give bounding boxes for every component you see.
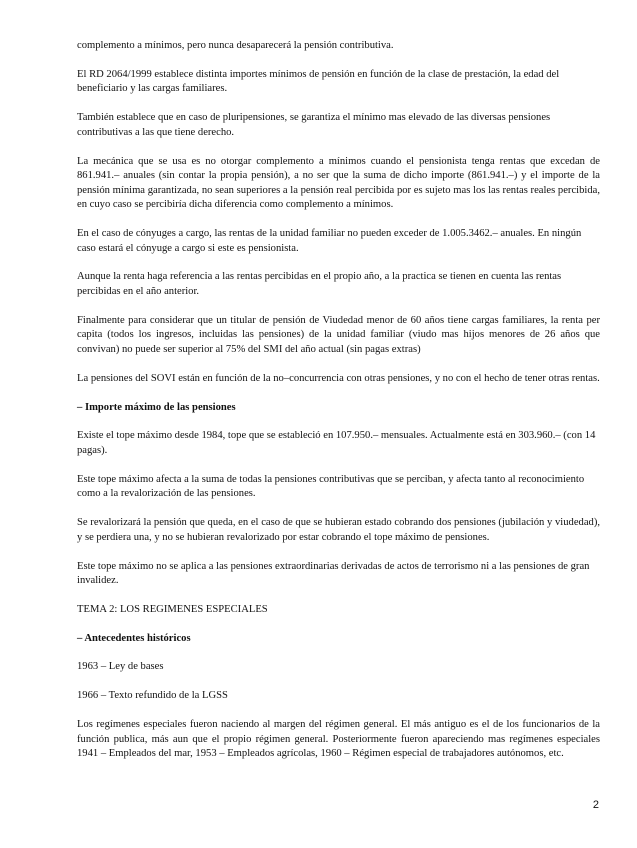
paragraph: También establece que en caso de pluripensiones, se garantiza el mínimo mas elevado de las diversas pensiones contributivas a las que tiene derecho. <box>77 112 551 138</box>
paragraph: Aunque la renta haga referencia a las rentas percibidas en el propio año, a la practica se tienen en cuenta las rentas percibidas en el año anterior. <box>77 271 562 298</box>
paragraph: Existe el tope máximo desde 1984, tope que se estableció en 107.950.– mensuales. Actualmente está en 303.960.– (con 14 pagas). <box>77 430 596 456</box>
paragraph: La mecánica que se usa es no otorgar complemento a mínimos cuando el pensionista tenga rentas que excedan de 861.941.– anuales (sin contar la propia pensión), a no ser que la suma de dicho importe (861.941.–) y el importe de la pensión mínima garantizada, no sean superiores a la pensión real percibida por es sujeto mas los las rentas reales percibida, en cuyo caso se percibiría dicha diferencia como complemento a mínimos. <box>77 155 600 211</box>
section-heading: – Importe máximo de las pensiones <box>77 401 236 413</box>
list-item: 1963 – Ley de bases <box>77 661 164 673</box>
paragraph: complemento a mínimos, pero nunca desaparecerá la pensión contributiva. <box>77 40 394 51</box>
paragraph: En el caso de cónyuges a cargo, las rentas de la unidad familiar no pueden exceder de 1.005.3462.– anuales. En ningún caso estará el cónyuge a cargo si este es pensionista. <box>77 228 582 254</box>
paragraph: Finalmente para considerar que un titular de pensión de Viudedad menor de 60 años tiene cargas familiares, la renta per capita (todos los ingresos, incluidas las pensiones) de la unidad familiar (viudo mas hijos menores de 26 años que convivan) no puede ser superior al 75% del SMI del año actual (sin pagas extras) <box>77 314 600 356</box>
paragraph: La pensiones del SOVI están en función de la no–concurrencia con otras pensiones, y no con el hecho de tener otras rentas. <box>77 372 600 384</box>
paragraph: El RD 2064/1999 establece distinta importes mínimos de pensión en función de la clase de prestación, la edad del beneficiario y las cargas familiares. <box>77 68 560 95</box>
page-number: 2 <box>592 799 599 811</box>
document-body <box>77 39 600 776</box>
paragraph: Este tope máximo afecta a la suma de todas la pensiones contributivas que se perciban, y afecta tanto al reconocimiento como a la revalorización de las pensiones. <box>77 473 585 500</box>
paragraph: Este tope máximo no se aplica a las pensiones extraordinarias derivadas de actos de terrorismo ni a las pensiones de gran invalidez. <box>77 560 590 587</box>
chapter-heading: TEMA 2: LOS REGIMENES ESPECIALES <box>77 603 268 615</box>
paragraph: Se revalorizará la pensión que queda, en el caso de que se hubieran estado cobrando dos pensiones (jubilación y viudedad), y se perdiera una, y no se hubieran revalorizado por estar cobrando el tope máximo de pensiones. <box>77 517 600 543</box>
list-item: 1966 – Texto refundido de la LGSS <box>77 690 228 702</box>
paragraph: Los regímenes especiales fueron naciendo al margen del régimen general. El más antiguo es el de los funcionarios de la función publica, más aun que el propio régimen general. Posteriormente fueron apareciendo mas regímenes especiales 1941 – Empleados del mar, 1953 – Empleados agrícolas, 1960 – Régimen especial de trabajadores autónomos, etc. <box>77 719 600 760</box>
section-heading: – Antecedentes históricos <box>77 632 191 644</box>
